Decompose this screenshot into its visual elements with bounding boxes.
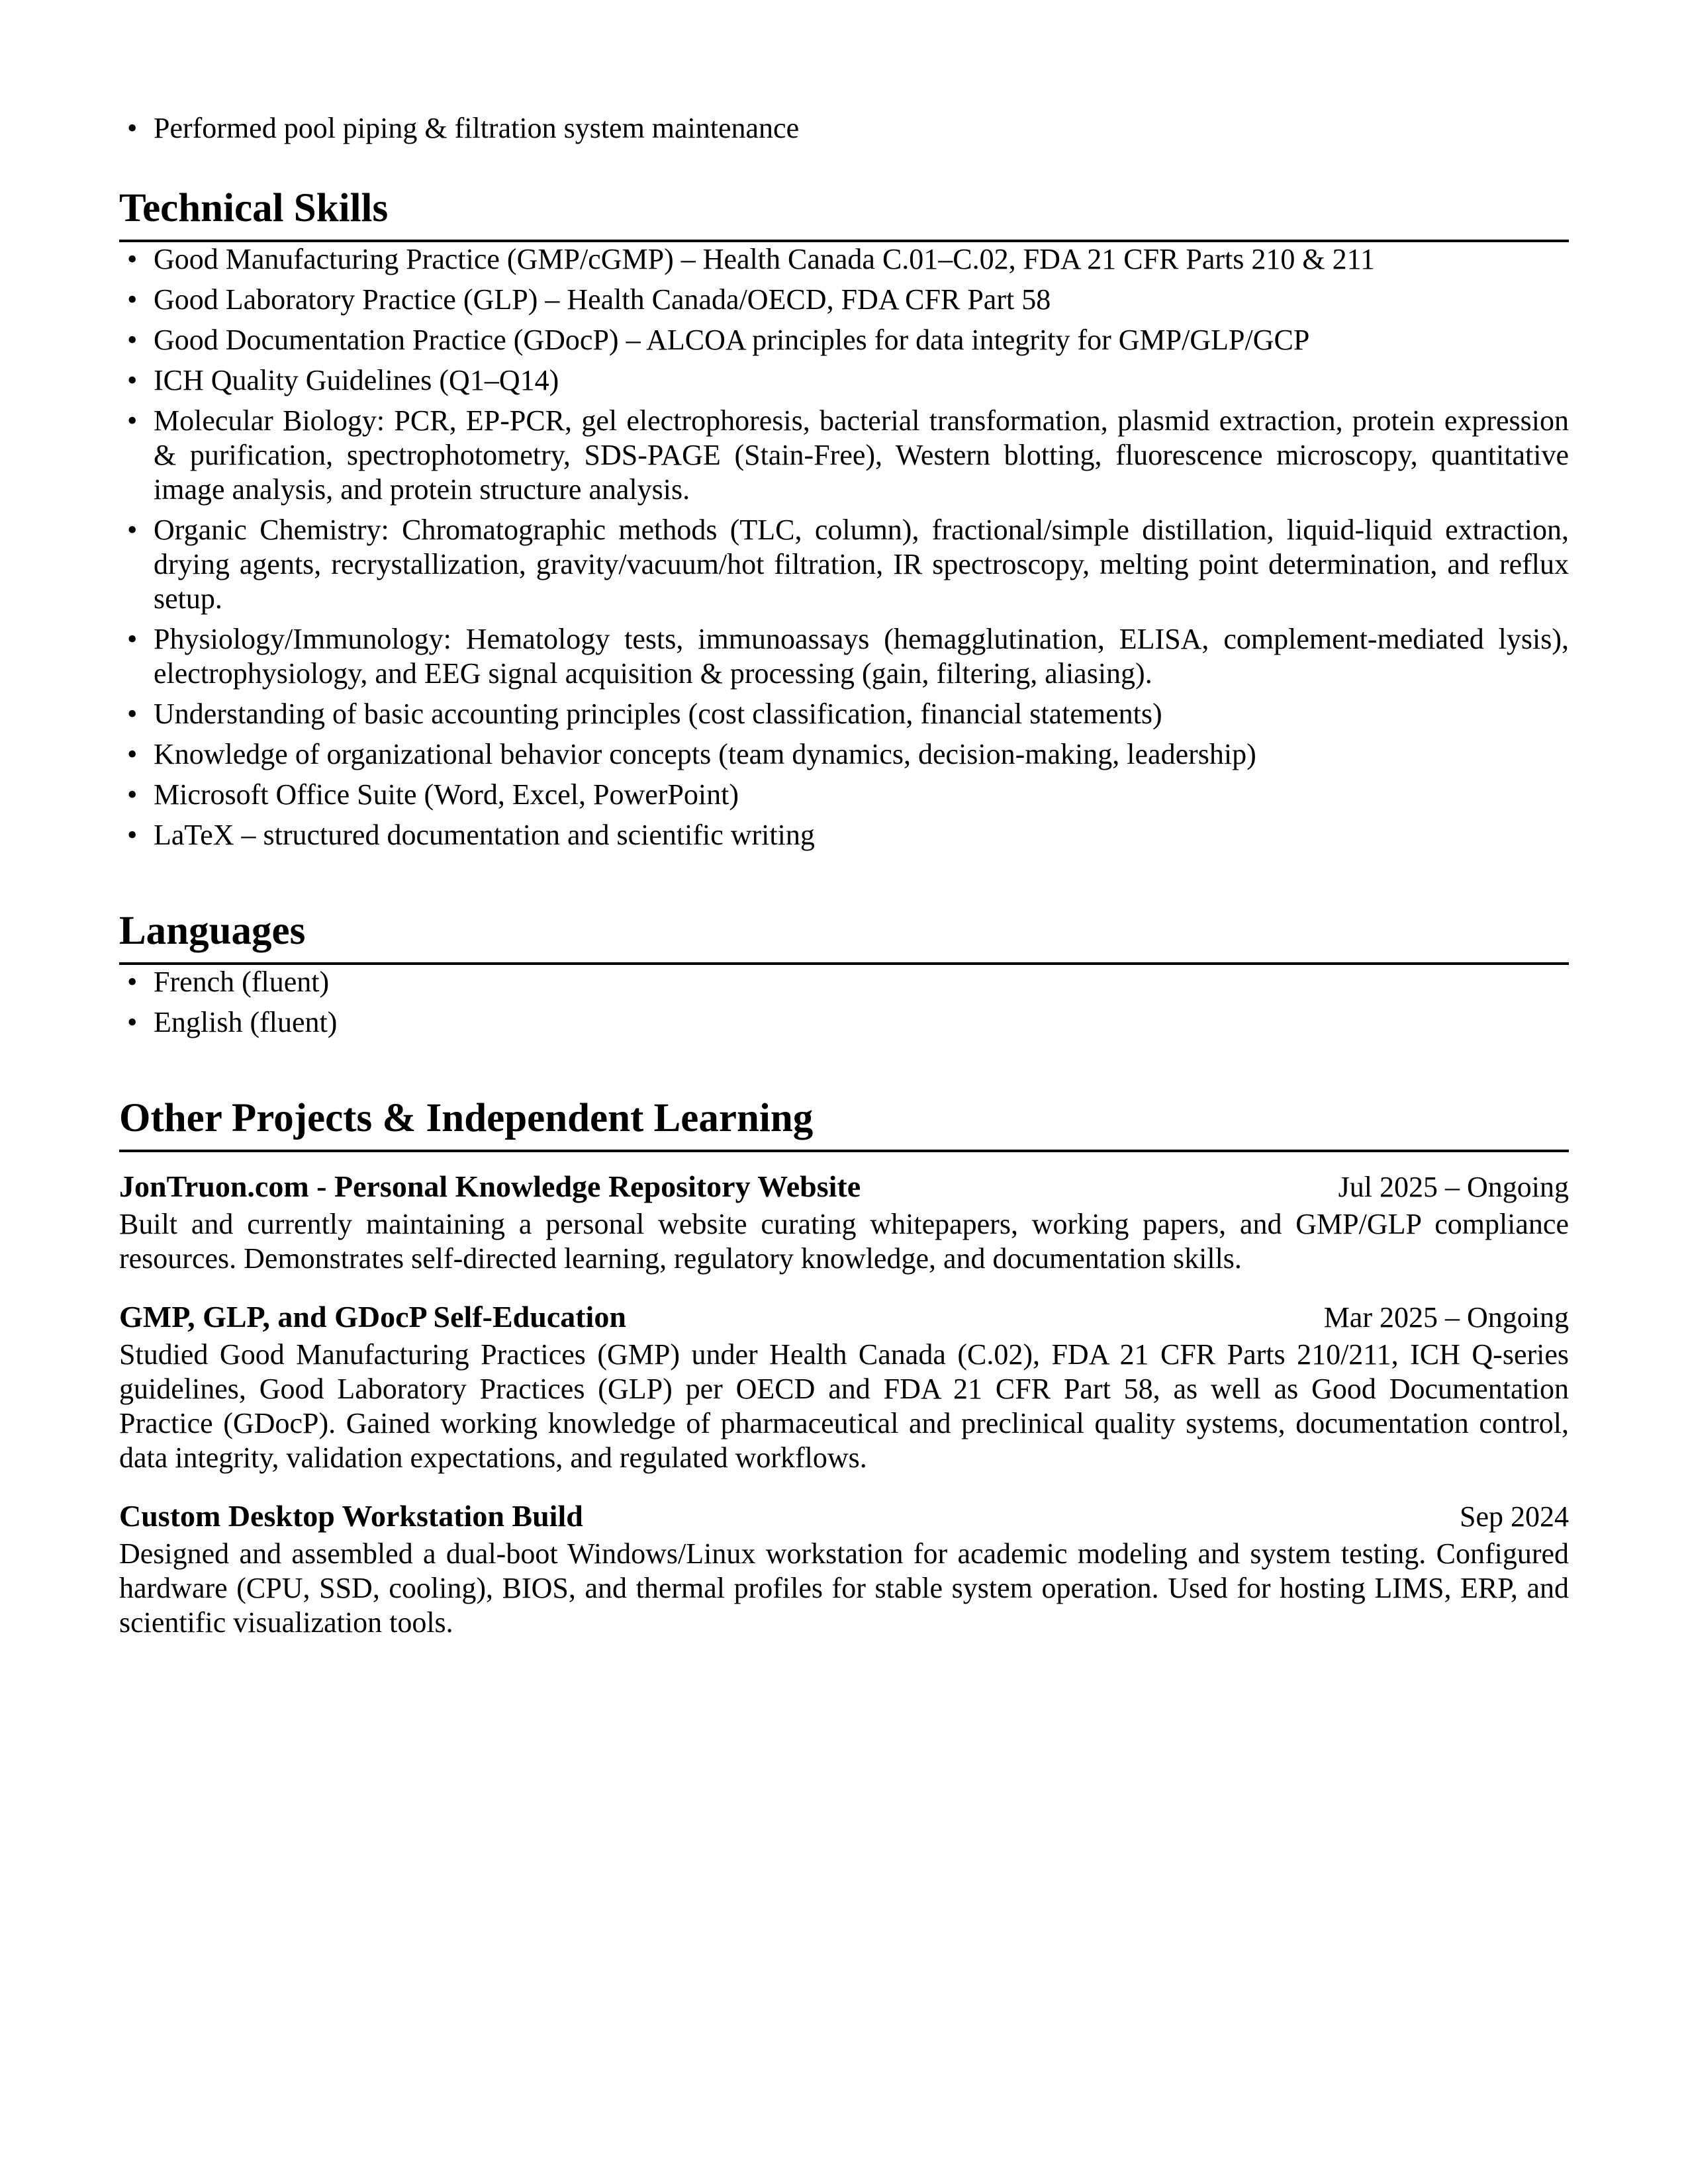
languages-list	[119, 965, 1569, 1040]
bullet-item: • Organic Chemistry: Chromatographic methods (TLC, column), fractional/simple distillation, liquid-liquid extraction, drying agents, recrystallization, gravity/vacuum/hot filtration, IR spectroscopy, melting point determination, and reflux setup.	[154, 513, 1569, 616]
bullet-item: • Good Manufacturing Practice (GMP/cGMP) – Health Canada C.01–C.02, FDA 21 CFR Parts 210 & 211	[154, 242, 1569, 277]
bullet-item: • Performed pool piping & filtration system maintenance	[154, 111, 1569, 146]
section-rule	[119, 1150, 1569, 1152]
bullet-item: • Molecular Biology: PCR, EP-PCR, gel electrophoresis, bacterial transformation, plasmid extraction, protein expression & purification, spectrophotometry, SDS-PAGE (Stain-Free), Western blotting, fluorescence microscopy, quantitative image analysis, and protein structure analysis.	[154, 404, 1569, 507]
project-description: Designed and assembled a dual-boot Windows/Linux workstation for academic modeling and system testing. Configured hardware (CPU, SSD, cooling), BIOS, and thermal profiles for stable system operation. Used for hosting LIMS, ERP, and scientific visualization tools.	[119, 1537, 1569, 1639]
projects-list	[119, 1169, 1569, 1640]
section-title: Languages	[119, 909, 306, 953]
project-title: Custom Desktop Workstation Build	[119, 1499, 583, 1533]
bullet-item: • English (fluent)	[154, 1005, 1569, 1040]
bullet-item: • Knowledge of organizational behavior concepts (team dynamics, decision-making, leadership)	[154, 737, 1569, 772]
project-entry	[119, 1169, 1569, 1276]
bullet-item: • Good Documentation Practice (GDocP) – ALCOA principles for data integrity for GMP/GLP/GCP	[154, 323, 1569, 357]
section-title: Technical Skills	[119, 186, 389, 230]
section-other-projects	[119, 1097, 1569, 1640]
project-date: Jul 2025 – Ongoing	[1338, 1171, 1569, 1203]
section-title: Other Projects & Independent Learning	[119, 1096, 814, 1140]
project-title: JonTruon.com - Personal Knowledge Repository Website	[119, 1169, 861, 1203]
project-date: Mar 2025 – Ongoing	[1323, 1301, 1569, 1334]
project-header	[119, 1300, 1569, 1335]
project-title: GMP, GLP, and GDocP Self-Education	[119, 1300, 626, 1334]
bullet-item: • Microsoft Office Suite (Word, Excel, PowerPoint)	[154, 778, 1569, 812]
section-languages	[119, 909, 1569, 1040]
bullet-item: • Understanding of basic accounting principles (cost classification, financial statements)	[154, 697, 1569, 731]
bullet-item: • French (fluent)	[154, 965, 1569, 999]
technical-skills-list	[119, 242, 1569, 852]
project-entry	[119, 1499, 1569, 1640]
bullet-item: • LaTeX – structured documentation and scientific writing	[154, 818, 1569, 852]
project-entry	[119, 1300, 1569, 1475]
project-header	[119, 1169, 1569, 1205]
project-date: Sep 2024	[1460, 1500, 1569, 1533]
project-description: Built and currently maintaining a personal website curating whitepapers, working papers, and GMP/GLP compliance resources. Demonstrates self-directed learning, regulatory knowledge, and documentation skills.	[119, 1208, 1569, 1275]
bullet-item: • ICH Quality Guidelines (Q1–Q14)	[154, 363, 1569, 398]
project-description: Studied Good Manufacturing Practices (GMP) under Health Canada (C.02), FDA 21 CFR Parts 210/211, ICH Q-series guidelines, Good Laboratory Practices (GLP) per OECD and FDA 21 CFR Part 58, as well as Good Documentation Practice (GDocP). Gained working knowledge of pharmaceutical and preclinical quality systems, documentation control, data integrity, validation expectations, and regulated workflows.	[119, 1338, 1569, 1474]
bullet-item: • Good Laboratory Practice (GLP) – Health Canada/OECD, FDA CFR Part 58	[154, 283, 1569, 317]
intro-bullet-list	[119, 111, 1569, 146]
bullet-item: • Physiology/Immunology: Hematology tests, immunoassays (hemagglutination, ELISA, complement-mediated lysis), electrophysiology, and EEG signal acquisition & processing (gain, filtering, aliasing).	[154, 622, 1569, 691]
project-header	[119, 1499, 1569, 1534]
section-technical-skills	[119, 187, 1569, 852]
